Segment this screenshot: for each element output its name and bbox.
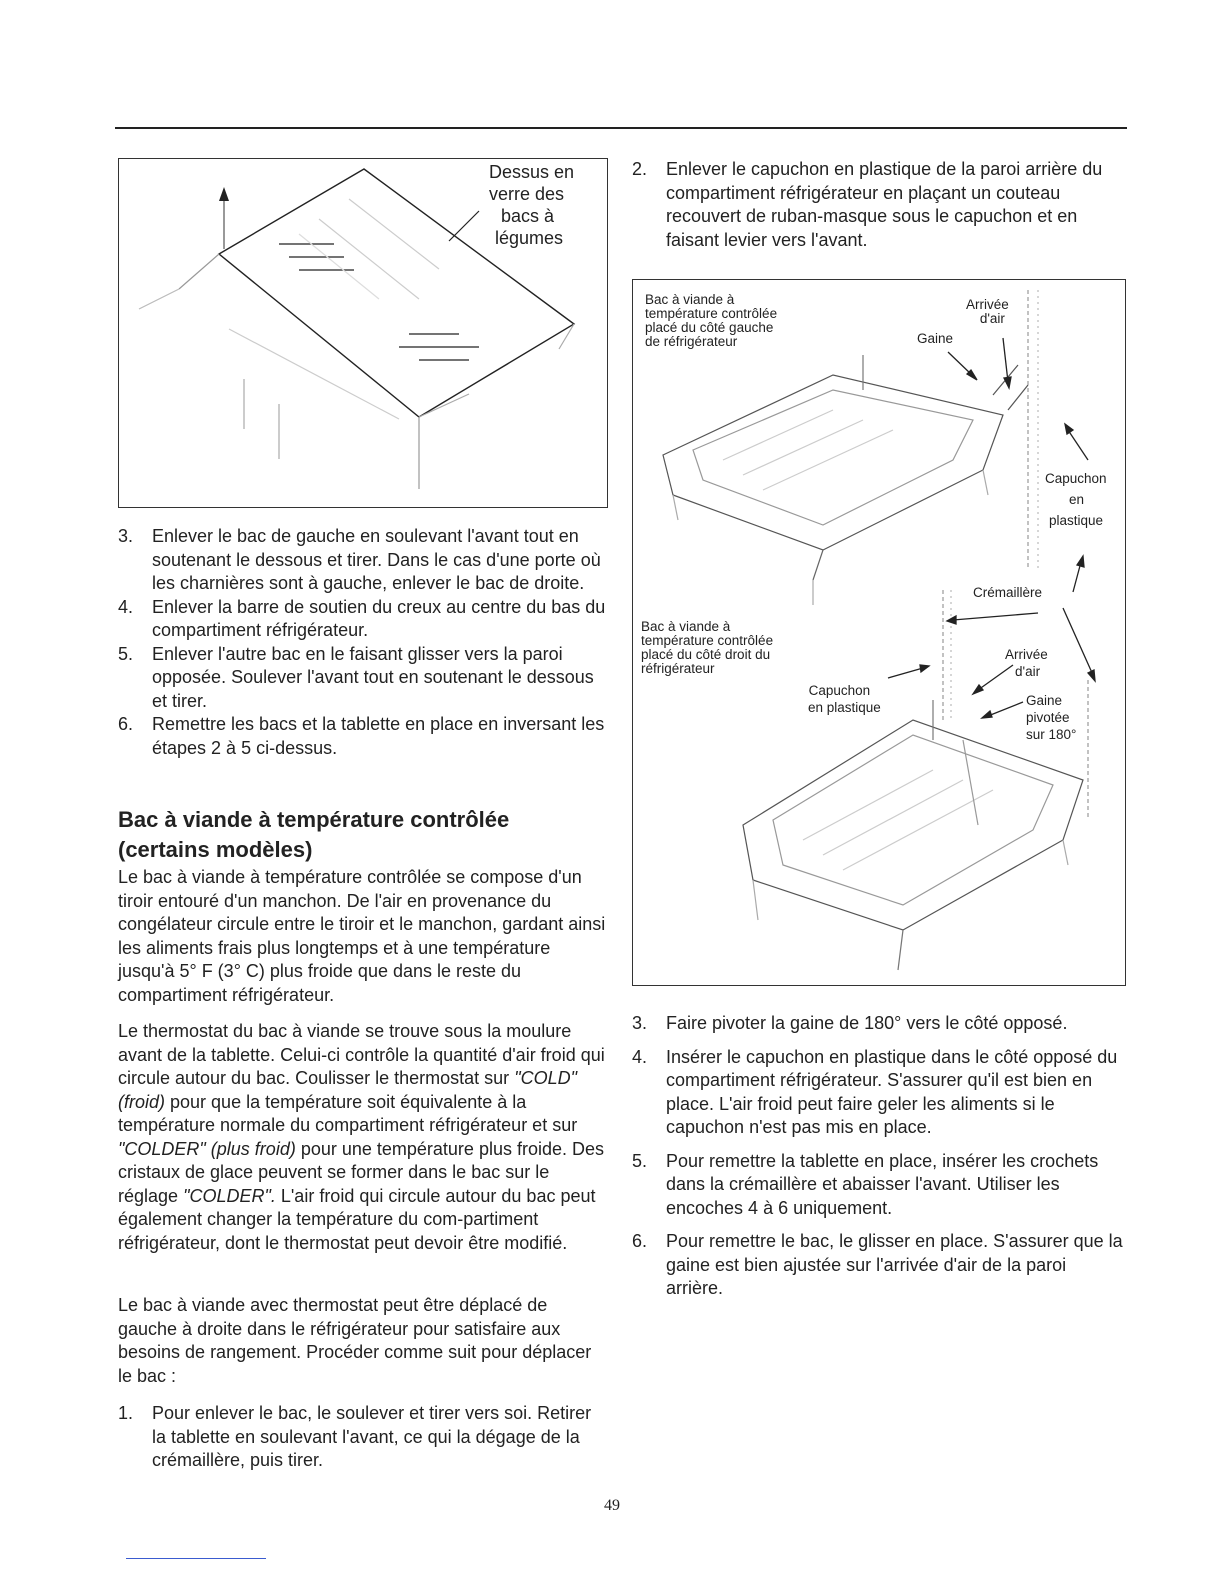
list-item xyxy=(632,1150,1126,1221)
label-line: en plastique xyxy=(808,700,881,715)
step-number: 6. xyxy=(118,714,134,734)
step-number: 3. xyxy=(632,1013,648,1033)
step-text: Enlever l'autre bac en le faisant glisser vers la paroi opposée. Soulever l'avant tout en soutenant le dessous et tirer. xyxy=(152,643,594,711)
step-number: 1. xyxy=(118,1403,134,1423)
step-number: 4. xyxy=(118,596,134,617)
label-line: Capuchon xyxy=(1045,471,1107,486)
setting-colder: "COLDER" (plus froid) xyxy=(118,1138,296,1159)
step-text: Remettre les bacs et la tablette en place en inversant les étapes 2 à 5 ci-dessus. xyxy=(152,714,605,758)
section-heading: Bac à viande à température contrôlée (certains modèles) xyxy=(118,807,510,862)
step-text: Enlever le capuchon en plastique de la paroi arrière du compartiment réfrigérateur en plaçant un couteau recouvert de ruban-masque sous le capuchon et en faisant levier vers l'avant. xyxy=(666,159,1103,250)
list-item xyxy=(632,1230,1126,1301)
list-item xyxy=(118,713,608,760)
list-item xyxy=(118,1402,608,1473)
label-air-inlet-top xyxy=(966,298,1009,326)
label-rack: Crémaillère xyxy=(973,585,1043,600)
figure1-caption xyxy=(489,161,574,249)
label-line: Arrivée xyxy=(966,297,1009,312)
figure-crisper-glass-cover xyxy=(118,158,608,508)
label-duct-top: Gaine xyxy=(917,331,954,346)
footer-rule xyxy=(126,1558,266,1559)
relocation-paragraph: Le bac à viande avec thermostat peut être déplacé de gauche à droite dans le réfrigérateur pour satisfaire aux besoins de rangement. Procéder comme suit pour déplacer le bac : xyxy=(118,1295,592,1386)
top-rule xyxy=(115,127,1127,129)
text-run: pour une température plus froide. Des cristaux de glace peuvent se former dans le bac sur le réglage xyxy=(118,1138,604,1206)
label-line: Capuchon xyxy=(808,683,871,698)
label-plastic-cap-right xyxy=(1045,468,1107,531)
label-line: Gaine xyxy=(1026,693,1063,708)
step-text: Pour remettre le bac, le glisser en place. S'assurer que la gaine est bien ajustée sur l'arrivée d'air de la paroi arrière. xyxy=(666,1231,1123,1298)
step-text: Enlever le bac de gauche en soulevant l'avant tout en soutenant le dessous et tirer. Dans le cas d'une porte où les charnières sont à gauche, enlever le bac de droite. xyxy=(152,526,601,593)
caption-line: Dessus en xyxy=(489,162,575,182)
page-number: 49 xyxy=(604,1497,620,1514)
label-line: placé du côté gauche xyxy=(645,320,774,335)
caption-line: bacs à xyxy=(501,206,555,226)
label-line: Arrivée xyxy=(1005,647,1048,662)
label-plastic-cap-left xyxy=(798,682,881,716)
caption-line: verre des xyxy=(489,184,565,204)
label-pivoted-duct xyxy=(1026,692,1076,743)
label-line: placé du côté droit du xyxy=(641,647,771,662)
list-item xyxy=(118,596,608,643)
step-number: 5. xyxy=(118,643,134,664)
caption-line: légumes xyxy=(495,228,564,248)
text-run: pour que la température soit équivalente à la température normale du compartiment réfrigérateur et sur xyxy=(118,1091,578,1135)
intro-paragraph: Le bac à viande à température contrôlée se compose d'un tiroir entouré d'un manchon. De l'air en provenance du congélateur circule entre le tiroir et le manchon, gardant ainsi les aliments frais plus longtemps et à une température jusqu'à 5° F (3° C) plus froide que dans le reste du compartiment réfrigérateur. xyxy=(118,867,606,1005)
figure-meat-drawer-relocation xyxy=(632,279,1126,986)
step-number: 6. xyxy=(632,1231,648,1251)
removal-steps-list xyxy=(118,1402,608,1473)
step-number: 5. xyxy=(632,1150,648,1171)
label-line: Bac à viande à xyxy=(645,292,735,307)
step-text: Pour remettre la tablette en place, insérer les crochets dans la crémaillère et abaisser l'avant. Utiliser les encoches 4 à 6 uniquement. xyxy=(666,1150,1099,1218)
setting-colder: "COLDER". xyxy=(183,1185,276,1206)
label-air-inlet-bottom xyxy=(1005,646,1048,680)
step-text: Pour enlever le bac, le soulever et tirer vers soi. Retirer la tablette en soulevant l'avant, ce qui la dégage de la crémaillère, puis tirer. xyxy=(152,1403,592,1470)
label-line: en xyxy=(1069,492,1085,507)
list-item xyxy=(632,1046,1126,1140)
label-line: plastique xyxy=(1049,513,1104,528)
left-steps-list xyxy=(118,525,608,760)
label-right-drawer xyxy=(641,620,773,676)
step-text: Faire pivoter la gaine de 180° vers le côté opposé. xyxy=(666,1013,1068,1033)
setting-cold: "COLD" (froid) xyxy=(118,1068,577,1112)
label-line: Bac à viande à xyxy=(641,619,731,634)
list-item xyxy=(632,1012,1126,1036)
step-text: Insérer le capuchon en plastique dans le côté opposé du compartiment réfrigérateur. S'assurer qu'il est bien en place. L'air froid peut faire geler les aliments si le capuchon n'est pas mis en place. xyxy=(666,1046,1118,1137)
text-run: Le thermostat du bac à viande se trouve sous la moulure avant de la tablette. Celui-ci contrôle la quantité d'air froid qui circule autour du bac. Coulisser le thermostat sur xyxy=(118,1021,605,1088)
right-step2-list xyxy=(632,158,1126,252)
text-run: L'air froid qui circule autour du bac peut également changer la température du com-partiment réfrigérateur, dont le thermostat peut devoir être modifié. xyxy=(118,1185,596,1253)
label-line: d'air xyxy=(979,311,1005,326)
label-line: température contrôlée xyxy=(645,306,778,321)
list-item xyxy=(632,158,1126,252)
list-item xyxy=(118,643,608,714)
list-item xyxy=(118,525,608,596)
right-steps-list xyxy=(632,1012,1126,1301)
step-number: 4. xyxy=(632,1046,648,1067)
label-line: de réfrigérateur xyxy=(645,334,738,349)
label-line: pivotée xyxy=(1026,710,1070,725)
label-line: température contrôlée xyxy=(641,633,774,648)
label-left-drawer xyxy=(645,293,777,349)
label-line: sur 180° xyxy=(1026,727,1077,742)
label-line: d'air xyxy=(1015,664,1041,679)
step-number: 2. xyxy=(632,159,648,179)
label-line: réfrigérateur xyxy=(641,661,715,676)
step-text: Enlever la barre de soutien du creux au centre du bas du compartiment réfrigérateur. xyxy=(152,596,606,640)
step-number: 3. xyxy=(118,526,134,546)
thermostat-paragraph xyxy=(118,1020,608,1255)
